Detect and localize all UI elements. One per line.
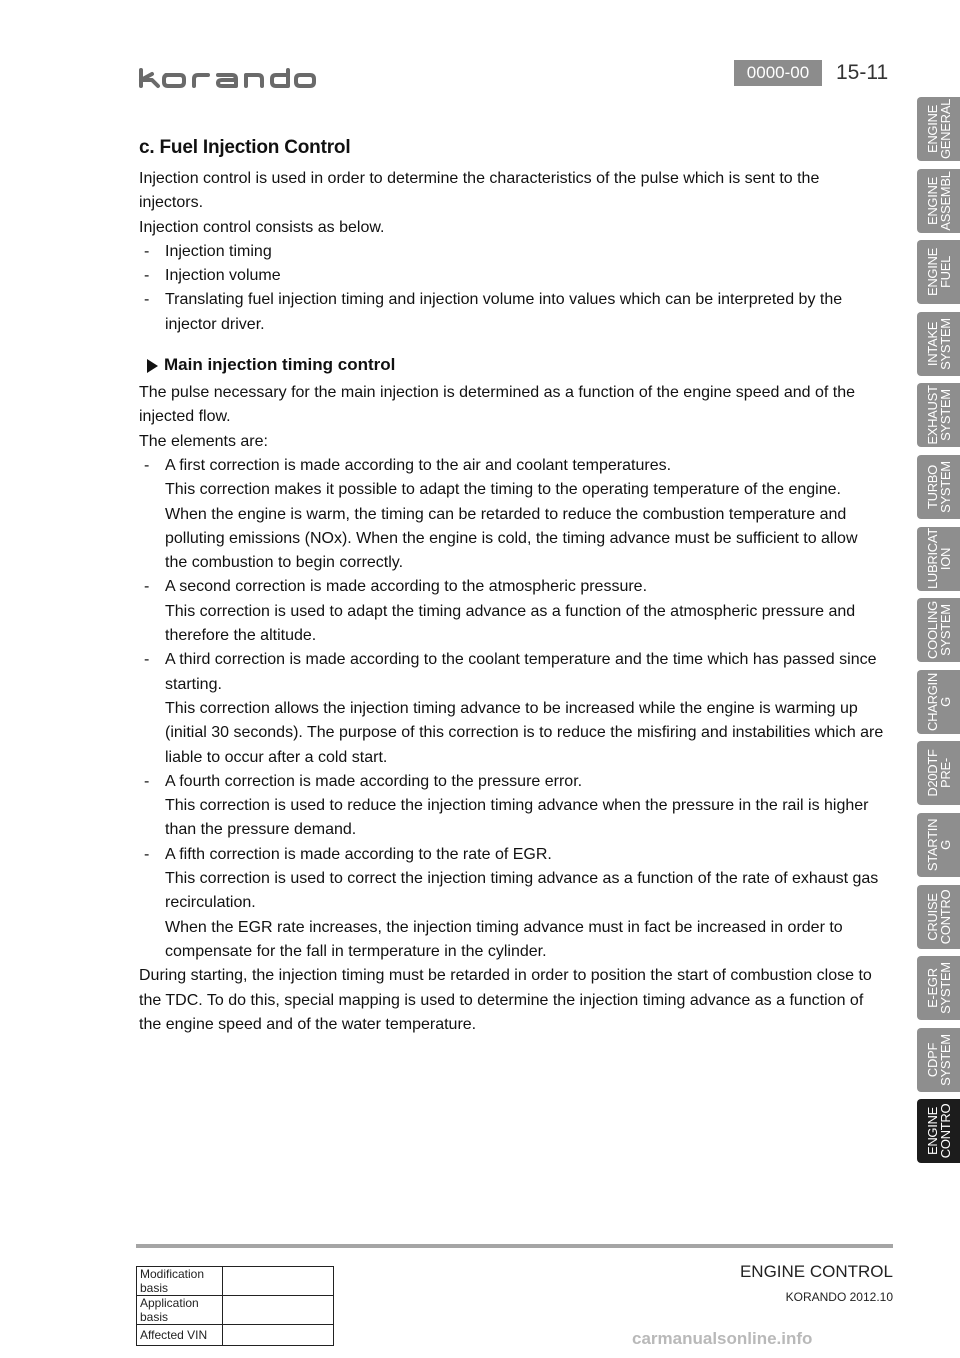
table-value-cell <box>223 1296 334 1325</box>
text-line: the engine speed and of the water temperature. <box>139 1015 477 1033</box>
page-number: 15-11 <box>836 61 889 84</box>
chapter-tab-label: CDPF SYSTEM <box>924 1033 953 1086</box>
list-item-line: This correction makes it possible to adapt the timing to the operating temperature of the engine. <box>165 481 841 499</box>
list-item-line: polluting emissions (NOx). When the engine is cold, the timing advance must be sufficient to allow <box>165 529 858 547</box>
chapter-tab[interactable] <box>917 312 960 376</box>
dash-bullet-icon: - <box>144 651 150 669</box>
text-line: Injection control consists as below. <box>139 218 385 236</box>
text-line: Injection control is used in order to determine the characteristics of the pulse which is sent to the <box>139 170 820 187</box>
list-item <box>139 575 895 648</box>
text-line: During starting, the injection timing must be retarded in order to position the start of combustion close to <box>139 967 872 985</box>
chapter-tab-label: ENGINE ASSEMBL <box>924 170 953 231</box>
chapter-tab[interactable] <box>917 598 960 662</box>
section-code: 0000-00 <box>734 60 822 86</box>
list-item <box>139 843 895 964</box>
list-item <box>139 240 895 264</box>
table-label-cell: Modification basis <box>137 1267 223 1296</box>
sub-heading-text: Main injection timing control <box>164 355 396 375</box>
dash-bullet-icon: - <box>144 578 150 596</box>
corrections-list <box>139 454 895 964</box>
korando-logo <box>138 66 318 92</box>
dash-bullet-icon: - <box>144 242 150 260</box>
list-item <box>139 288 895 337</box>
dash-bullet-icon: - <box>144 845 150 863</box>
text-line: injected flow. <box>139 408 231 426</box>
list-item-line: the combustion to begin correctly. <box>165 554 404 572</box>
list-item-line: recirculation. <box>165 894 256 912</box>
triangle-bullet-icon <box>147 359 158 373</box>
list-item-line: Injection timing <box>165 242 272 260</box>
page-content <box>139 136 895 1037</box>
table-value-cell <box>223 1325 334 1346</box>
chapter-tab-label: ENGINE GENERAL <box>924 98 953 159</box>
dash-bullet-icon: - <box>144 456 150 474</box>
section-title: c. Fuel Injection Control <box>139 137 351 158</box>
chapter-tab[interactable] <box>917 455 960 519</box>
list-item-line: than the pressure demand. <box>165 821 357 839</box>
list-item-line: Injection volume <box>165 267 281 285</box>
chapter-tab[interactable] <box>917 97 960 161</box>
dash-bullet-icon: - <box>144 291 150 309</box>
list-item-line: When the EGR rate increases, the injection timing advance must in fact be increased in order to <box>165 918 843 936</box>
chapter-tab-label: D20DTF PRE- <box>924 749 953 798</box>
chapter-tab[interactable] <box>917 813 960 877</box>
chapter-tab[interactable] <box>917 383 960 447</box>
table-label-cell: Application basis <box>137 1296 223 1325</box>
list-item-line: compensate for the fall in termperature in the cylinder. <box>165 942 547 960</box>
starting-paragraph <box>139 964 895 1037</box>
chapter-tab[interactable] <box>917 1099 960 1163</box>
table-row <box>137 1296 334 1325</box>
chapter-tab[interactable] <box>917 1028 960 1092</box>
list-item-line: liable to occur after a cold start. <box>165 748 388 766</box>
chapter-tab[interactable] <box>917 885 960 949</box>
sub-heading <box>139 353 895 377</box>
list-item <box>139 264 895 288</box>
list-item-line: A fifth correction is made according to the rate of EGR. <box>165 845 552 863</box>
chapter-tab[interactable] <box>917 527 960 591</box>
list-item-line: When the engine is warm, the timing can be retarded to reduce the combustion temperature and <box>165 505 847 523</box>
chapter-tab-label: INTAKE SYSTEM <box>924 317 953 370</box>
chapter-tab[interactable] <box>917 240 960 304</box>
chapter-tab-label: CRUISE CONTRO <box>924 889 953 944</box>
table-label-cell: Affected VIN <box>137 1325 223 1346</box>
chapter-tab[interactable] <box>917 741 960 805</box>
text-line: injectors. <box>139 194 204 212</box>
list-item-line: starting. <box>165 675 222 693</box>
list-item-line: A fourth correction is made according to the pressure error. <box>165 772 583 790</box>
intro-paragraph <box>139 167 895 240</box>
list-item-line: A first correction is made according to the air and coolant temperatures. <box>165 456 672 474</box>
main-timing-paragraph <box>139 381 895 454</box>
dash-bullet-icon: - <box>144 267 150 285</box>
table-row <box>137 1325 334 1346</box>
list-item-line: A second correction is made according to the atmospheric pressure. <box>165 578 648 596</box>
list-item-line: Translating fuel injection timing and injection volume into values which can be interpreted by the <box>165 291 843 309</box>
footer-divider <box>136 1244 893 1248</box>
list-item <box>139 454 895 575</box>
chapter-tab-label: ENGINE FUEL <box>924 248 953 297</box>
list-item-line: This correction is used to correct the injection timing advance as a function of the rate of exhaust gas <box>165 870 879 888</box>
list-item-line: injector driver. <box>165 315 265 333</box>
dash-bullet-icon: - <box>144 772 150 790</box>
text-line: the TDC. To do this, special mapping is used to determine the injection timing advance as a function of <box>139 991 864 1009</box>
chapter-tab[interactable] <box>917 956 960 1020</box>
text-line: The elements are: <box>139 432 268 450</box>
watermark: carmanualsonline.info <box>632 1329 813 1348</box>
list-item-line: This correction allows the injection timing advance to be increased while the engine is warming up <box>165 699 858 717</box>
chapter-tab-label: LUBRICAT ION <box>924 527 953 589</box>
list-item-line: This correction is used to adapt the timing advance as a function of the atmospheric pressure and <box>165 602 856 620</box>
list-item-line: (initial 30 seconds). The purpose of this correction is to reduce the misfiring and instabilities which are <box>165 724 884 742</box>
text-line: The pulse necessary for the main injection is determined as a function of the engine speed and of the <box>139 384 855 402</box>
list-item <box>139 648 895 769</box>
modification-table <box>136 1266 334 1346</box>
chapter-tab-label: STARTIN G <box>924 818 953 872</box>
table-value-cell <box>223 1267 334 1296</box>
list-item-line: A third correction is made according to the coolant temperature and the time which has passed since <box>165 651 877 669</box>
chapter-tab-label: COOLING SYSTEM <box>924 601 953 660</box>
list-item-line: This correction is used to reduce the injection timing advance when the pressure in the rail is higher <box>165 797 869 815</box>
footer-model: KORANDO 2012.10 <box>785 1290 893 1304</box>
table-row <box>137 1267 334 1296</box>
list-item <box>139 770 895 843</box>
chapter-tab[interactable] <box>917 670 960 734</box>
list-item-line: therefore the altitude. <box>165 627 317 645</box>
chapter-tab-label: E-EGR SYSTEM <box>924 962 953 1015</box>
chapter-tab-label: EXHAUST SYSTEM <box>924 385 953 446</box>
footer-section-name: ENGINE CONTROL <box>739 1262 893 1281</box>
chapter-tab-label: ENGINE CONTRO <box>924 1104 953 1159</box>
injection-control-list <box>139 240 895 337</box>
chapter-tab[interactable] <box>917 169 960 233</box>
chapter-tab-label: CHARGIN G <box>924 672 953 731</box>
chapter-tab-label: TURBO SYSTEM <box>924 461 953 513</box>
